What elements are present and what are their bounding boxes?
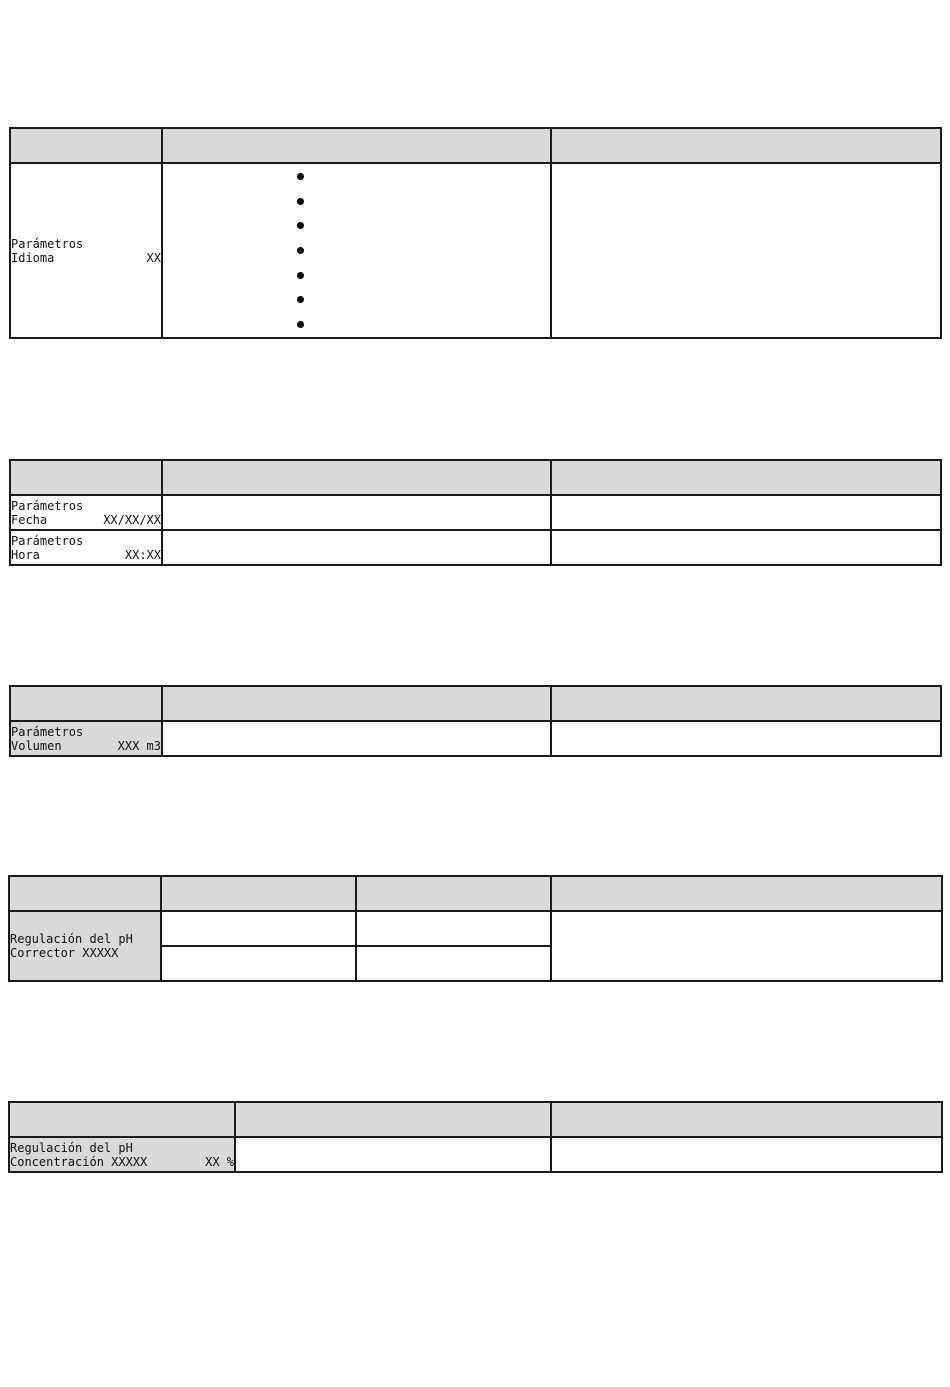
lcd-line2: Corrector XXXXX bbox=[10, 946, 119, 960]
language-description-cell bbox=[551, 163, 941, 338]
bullet-item bbox=[297, 164, 550, 189]
bullet-icon bbox=[297, 222, 304, 229]
header-cell-display bbox=[9, 1102, 235, 1137]
volume-table bbox=[9, 685, 942, 757]
lcd-label: Idioma bbox=[11, 250, 55, 265]
lcd-line1: Parámetros bbox=[11, 724, 84, 739]
lcd-label: Hora bbox=[11, 547, 40, 562]
volume-description-cell bbox=[551, 721, 941, 756]
ph-concentration-table bbox=[8, 1101, 943, 1173]
lcd-line1: Parámetros bbox=[11, 533, 84, 548]
bullet-icon bbox=[297, 272, 304, 279]
date-values-cell bbox=[162, 495, 551, 530]
bullet-item bbox=[297, 263, 550, 288]
lcd-display-date bbox=[10, 495, 162, 530]
header-cell-description bbox=[551, 876, 942, 911]
date-description-cell bbox=[551, 495, 941, 530]
header-cell-display bbox=[10, 460, 162, 495]
lcd-line1: Parámetros bbox=[11, 236, 84, 251]
date-time-table bbox=[9, 459, 942, 566]
bullet-icon bbox=[297, 198, 304, 205]
corrector-detail-cell bbox=[356, 911, 551, 946]
lcd-line2 bbox=[11, 548, 161, 562]
corrector-option-cell bbox=[161, 911, 356, 946]
bullet-icon bbox=[297, 173, 304, 180]
language-options-cell bbox=[162, 163, 551, 338]
bullet-icon bbox=[297, 247, 304, 254]
header-cell-description bbox=[551, 128, 941, 163]
lcd-display-volume bbox=[10, 721, 162, 756]
corrector-option-cell bbox=[161, 946, 356, 981]
bullet-item bbox=[297, 288, 550, 313]
lcd-line2 bbox=[11, 739, 161, 753]
bullet-item bbox=[297, 189, 550, 214]
language-bullet-list bbox=[163, 164, 550, 337]
lcd-label: Volumen bbox=[11, 738, 62, 753]
lcd-display-concentration bbox=[9, 1137, 235, 1172]
bullet-item bbox=[297, 213, 550, 238]
volume-values-cell bbox=[162, 721, 551, 756]
header-cell-detail bbox=[356, 876, 551, 911]
lcd-label: Concentración XXXXX bbox=[10, 1154, 148, 1169]
header-cell-values bbox=[162, 128, 551, 163]
concentration-description-cell bbox=[551, 1137, 942, 1172]
lcd-line2 bbox=[10, 1155, 234, 1169]
lcd-value: XX:XX bbox=[124, 547, 161, 562]
header-cell-values bbox=[162, 460, 551, 495]
lcd-display-language bbox=[10, 163, 162, 338]
lcd-line1: Regulación del pH bbox=[10, 932, 133, 946]
time-description-cell bbox=[551, 530, 941, 565]
header-cell-option bbox=[161, 876, 356, 911]
bullet-icon bbox=[297, 296, 304, 303]
lcd-value: XX % bbox=[205, 1154, 234, 1169]
header-cell-description bbox=[551, 1102, 942, 1137]
header-cell-display bbox=[10, 128, 162, 163]
lcd-value: XX bbox=[146, 250, 161, 265]
lcd-label: Fecha bbox=[11, 512, 48, 527]
lcd-display-time bbox=[10, 530, 162, 565]
corrector-description-cell bbox=[551, 911, 942, 981]
header-cell-display bbox=[9, 876, 161, 911]
header-cell-display bbox=[10, 686, 162, 721]
ph-corrector-table bbox=[8, 875, 943, 982]
concentration-values-cell bbox=[235, 1137, 551, 1172]
lcd-line2 bbox=[11, 513, 161, 527]
header-cell-values bbox=[162, 686, 551, 721]
lcd-display-corrector bbox=[9, 911, 161, 981]
header-cell-description bbox=[551, 460, 941, 495]
bullet-item bbox=[297, 238, 550, 263]
lcd-line1: Parámetros bbox=[11, 498, 84, 513]
lcd-line1: Regulación del pH bbox=[10, 1140, 133, 1155]
corrector-detail-cell bbox=[356, 946, 551, 981]
header-cell-values bbox=[235, 1102, 551, 1137]
bullet-icon bbox=[297, 321, 304, 328]
lcd-line2 bbox=[11, 251, 161, 265]
header-cell-description bbox=[551, 686, 941, 721]
language-table bbox=[9, 127, 942, 339]
time-values-cell bbox=[162, 530, 551, 565]
lcd-value: XX/XX/XX bbox=[103, 512, 161, 527]
lcd-value: XXX m3 bbox=[117, 738, 161, 753]
bullet-item bbox=[297, 312, 550, 337]
